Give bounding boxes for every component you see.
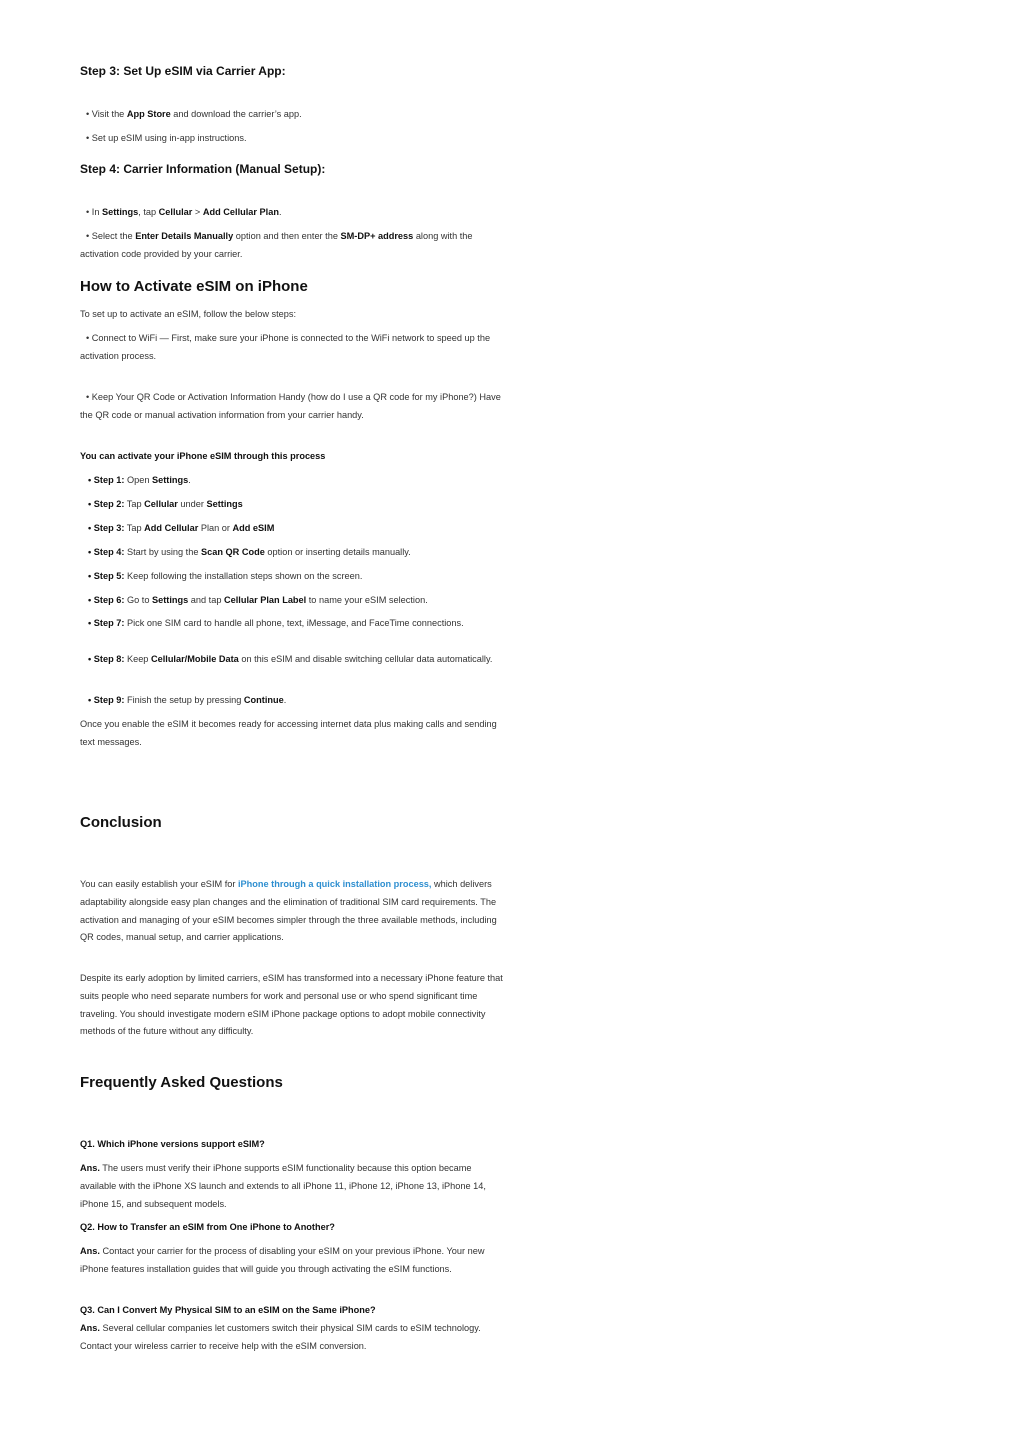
activate-bullet-1: • Connect to WiFi — First, make sure your iPhone is connected to the WiFi network to speed up the activation process. (80, 333, 491, 361)
process-step-8: • Step 8: Keep Cellular/Mobile Data on this eSIM and disable switching cellular data automatically. (88, 654, 493, 664)
process-step-7: • Step 7: Pick one SIM card to handle all phone, text, iMessage, and FaceTime connections. (88, 618, 464, 628)
faq-answer-3: Ans. Several cellular companies let customers switch their physical SIM cards to eSIM technology. Contact your wireless carrier to receive help with the eSIM conversion. (80, 1323, 481, 1351)
activate-heading: How to Activate eSIM on iPhone (80, 278, 308, 295)
process-step-6: • Step 6: Go to Settings and tap Cellular Plan Label to name your eSIM selection. (88, 595, 428, 605)
faq-answer-1: Ans. The users must verify their iPhone supports eSIM functionality because this option became available with the iPhone XS launch and extends to all iPhone 11, iPhone 12, iPhone 13, iPhone 14, iPhone 15, and subsequent models. (80, 1163, 486, 1209)
conclusion-paragraph-2: Despite its early adoption by limited carriers, eSIM has transformed into a necessary iPhone feature that suits people who need separate numbers for work and personal use or who spend significant time traveling. You should investigate modern eSIM iPhone package options to adopt mobile connectivity methods of the future without any difficulty. (80, 973, 503, 1037)
process-step-4: • Step 4: Start by using the Scan QR Code option or inserting details manually. (88, 547, 411, 557)
process-step-1: • Step 1: Open Settings. (88, 475, 191, 485)
process-step-2: • Step 2: Tap Cellular under Settings (88, 499, 243, 509)
activate-bullet-2: • Keep Your QR Code or Activation Information Handy (how do I use a QR code for my iPhone?) Have the QR code or manual activation information from your carrier handy. (80, 392, 501, 420)
process-title: You can activate your iPhone eSIM through this process (80, 451, 326, 461)
process-step-9: • Step 9: Finish the setup by pressing Continue. (88, 695, 287, 705)
faq-question-1: Q1. Which iPhone versions support eSIM? (80, 1139, 265, 1149)
faq-heading: Frequently Asked Questions (80, 1074, 283, 1091)
installation-link[interactable]: iPhone through a quick installation process, (237, 879, 432, 889)
activate-intro: To set up to activate an eSIM, follow the below steps: (80, 309, 297, 319)
faq-question-3: Q3. Can I Convert My Physical SIM to an eSIM on the Same iPhone? (80, 1305, 376, 1315)
step4-bullet-1: • In Settings, tap Cellular > Add Cellular Plan. (86, 207, 282, 217)
conclusion-paragraph-1: You can easily establish your eSIM for iPhone through a quick installation process, which delivers adaptability alongside easy plan changes and the elimination of traditional SIM card requirements. The activation and managing of your eSIM becomes simpler through the three available methods, including QR codes, manual setup, and carrier applications. (80, 879, 497, 943)
faq-answer-2: Ans. Contact your carrier for the process of disabling your eSIM on your previous iPhone. Your new iPhone features installation guides that will guide you through activating the eSIM functions. (80, 1246, 485, 1274)
step3-bullet-2: • Set up eSIM using in-app instructions. (86, 133, 247, 143)
conclusion-heading: Conclusion (80, 814, 162, 831)
faq-question-2: Q2. How to Transfer an eSIM from One iPhone to Another? (80, 1222, 335, 1232)
step4-heading: Step 4: Carrier Information (Manual Setup): (80, 162, 326, 176)
step4-bullet-2: • Select the Enter Details Manually option and then enter the SM-DP+ address along with the activation code provided by your carrier. (80, 231, 473, 259)
process-step-5: • Step 5: Keep following the installation steps shown on the screen. (88, 571, 363, 581)
step3-bullet-1: • Visit the App Store and download the carrier’s app. (86, 109, 302, 119)
activate-outro: Once you enable the eSIM it becomes ready for accessing internet data plus making calls and sending text messages. (80, 719, 497, 747)
step3-heading: Step 3: Set Up eSIM via Carrier App: (80, 64, 286, 78)
process-step-3: • Step 3: Tap Add Cellular Plan or Add eSIM (88, 523, 275, 533)
